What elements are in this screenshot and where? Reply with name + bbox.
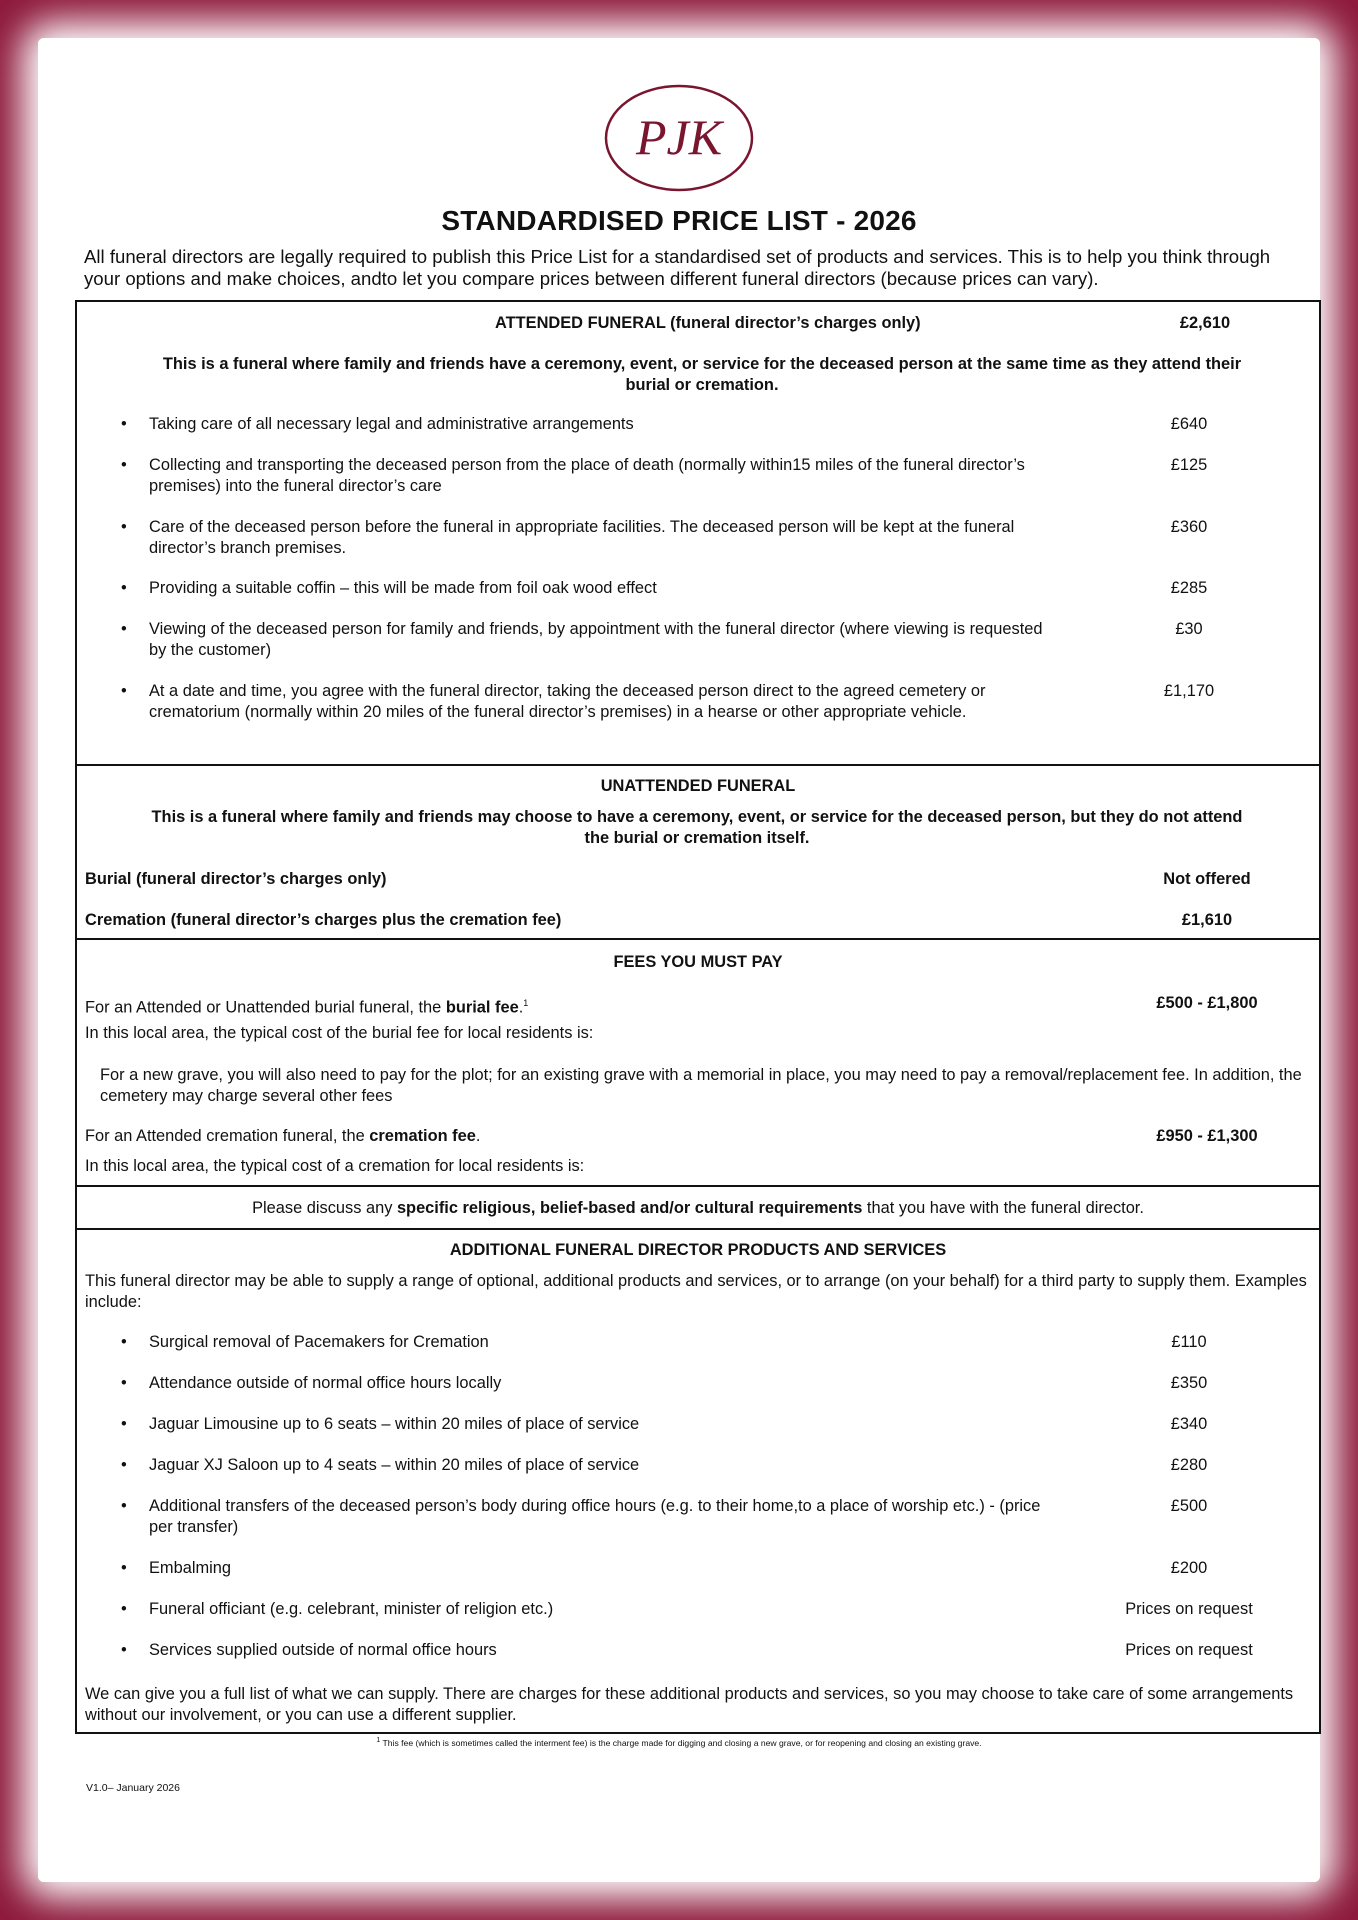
additional-item-price: £110 xyxy=(1171,1333,1207,1351)
additional-item-text: Surgical removal of Pacemakers for Cremation xyxy=(149,1333,489,1351)
additional-item-text: Additional transfers of the deceased person’s body during office hours (e.g. to their home,to a place of worship etc.) - (price per transfer) xyxy=(149,1497,1041,1536)
burial-fee-line: For an Attended or Unattended burial funeral, the burial fee.$^1$ xyxy=(85,998,529,1017)
attended-item-text: Collecting and transporting the deceased person from the place of death (normally within15 miles of the funeral director’s premises) into the funeral director’s care xyxy=(149,456,1025,495)
logo-text: PJK xyxy=(635,109,723,165)
additional-item-price: £350 xyxy=(1170,1374,1208,1392)
footnote-ref: 1 xyxy=(523,998,529,1008)
unattended-cremation-label: Cremation (funeral director’s charges plus the cremation fee) xyxy=(85,911,562,929)
attended-description: This is a funeral where family and friends have a ceremony, event, or service for the deceased person at the same time as they attend their burial or cremation. xyxy=(162,355,1242,394)
religious-requirements-note: Please discuss any specific religious, belief-based and/or cultural requirements that you have with the funeral director. xyxy=(75,1185,1321,1230)
bullet-icon: • xyxy=(121,682,127,700)
additional-item-text: Jaguar XJ Saloon up to 4 seats – within 20 miles of place of service xyxy=(149,1456,640,1474)
attended-item-text: At a date and time, you agree with the funeral director, taking the deceased person direct to the agreed cemetery or crematorium (normally within 20 miles of the funeral director’s premises) in a hearse or other appropriate vehicle. xyxy=(149,682,986,721)
unattended-burial-label: Burial (funeral director’s charges only) xyxy=(85,870,387,888)
bullet-icon: • xyxy=(121,518,127,536)
cremation-fee-local: In this local area, the typical cost of a cremation for local residents is: xyxy=(85,1157,585,1175)
unattended-cremation-price: £1,610 xyxy=(1181,911,1233,929)
additional-item-price: Prices on request xyxy=(1125,1600,1253,1618)
additional-item-price: £280 xyxy=(1170,1456,1208,1474)
additional-item-text: Attendance outside of normal office hours locally xyxy=(149,1374,502,1392)
burial-fee-term: burial fee xyxy=(445,998,519,1017)
cremation-fee-line: For an Attended cremation funeral, the cremation fee. xyxy=(85,1127,481,1145)
attended-total: £2,610 xyxy=(1179,314,1231,332)
bullet-icon: • xyxy=(121,1641,127,1659)
attended-heading: ATTENDED FUNERAL (funeral director’s charges only) xyxy=(495,314,921,332)
additional-item-text: Funeral officiant (e.g. celebrant, minister of religion etc.) xyxy=(149,1600,554,1618)
bullet-icon: • xyxy=(121,456,127,474)
bullet-icon: • xyxy=(121,1374,127,1392)
bullet-icon: • xyxy=(121,1415,127,1433)
attended-item-text: Care of the deceased person before the funeral in appropriate facilities. The deceased person will be kept at the funeral director’s branch premises. xyxy=(149,518,1015,557)
footnote: $^1$ This fee (which is sometimes called the interment fee) is the charge made for digging and closing a new grave, or for reopening and closing an existing grave. xyxy=(376,1737,982,1748)
intro-text: All funeral directors are legally required to publish this Price List for a standardised set of products and services. This is to help you think through your options and make choices, andto let you compare prices between different funeral directors (because prices can vary). xyxy=(84,246,1271,289)
bullet-icon: • xyxy=(121,579,127,597)
attended-item-text: Viewing of the deceased person for family and friends, by appointment with the funeral director (where viewing is requested by the customer) xyxy=(149,620,1043,659)
additional-item-price: Prices on request xyxy=(1125,1641,1253,1659)
additional-item-price: £340 xyxy=(1170,1415,1208,1433)
fees-heading: FEES YOU MUST PAY xyxy=(613,953,783,971)
additional-services-section xyxy=(75,1228,1321,1734)
grave-note: For a new grave, you will also need to pay for the plot; for an existing grave with a memorial in place, you may need to pay a removal/replacement fee. In addition, the cemetery may charge several other fees xyxy=(100,1066,1302,1105)
cremation-fee-price: £950 - £1,300 xyxy=(1156,1127,1258,1145)
attended-item-price: £30 xyxy=(1175,620,1203,638)
additional-closing: We can give you a full list of what we can supply. There are charges for these additional products and services, so you may choose to take care of some arrangements without our involvement, or you can use a different supplier. xyxy=(85,1685,1294,1724)
attended-item-text: Taking care of all necessary legal and administrative arrangements xyxy=(149,415,634,433)
unattended-description: This is a funeral where family and friends may choose to have a ceremony, event, or service for the deceased person, but they do not attend the burial or cremation itself. xyxy=(151,808,1243,847)
attended-item-price: £360 xyxy=(1170,518,1208,536)
additional-heading: ADDITIONAL FUNERAL DIRECTOR PRODUCTS AND SERVICES xyxy=(449,1241,947,1259)
version-label: V1.0– January 2026 xyxy=(86,1782,180,1794)
bullet-icon: • xyxy=(121,1600,127,1618)
unattended-funeral-section xyxy=(75,764,1321,940)
additional-item-price: £500 xyxy=(1170,1497,1208,1515)
bullet-icon: • xyxy=(121,1559,127,1577)
fees-section xyxy=(75,938,1321,1187)
additional-item-text: Jaguar Limousine up to 6 seats – within 20 miles of place of service xyxy=(149,1415,640,1433)
attended-item-price: £1,170 xyxy=(1163,682,1215,700)
burial-fee-local: In this local area, the typical cost of the burial fee for local residents is: xyxy=(85,1024,594,1042)
additional-item-text: Services supplied outside of normal office hours xyxy=(149,1641,497,1659)
attended-item-price: £285 xyxy=(1170,579,1208,597)
attended-item-price: £125 xyxy=(1170,456,1208,474)
burial-fee-price: £500 - £1,800 xyxy=(1156,994,1258,1012)
religious-bold: specific religious, belief-based and/or cultural requirements xyxy=(396,1199,863,1217)
bullet-icon: • xyxy=(121,1333,127,1351)
pjk-logo xyxy=(604,84,754,192)
attended-item-text: Providing a suitable coffin – this will be made from foil oak wood effect xyxy=(149,579,657,597)
attended-item-price: £640 xyxy=(1170,415,1208,433)
unattended-burial-price: Not offered xyxy=(1163,870,1251,888)
attended-funeral-section xyxy=(75,300,1321,766)
bullet-icon: • xyxy=(121,1456,127,1474)
page-title: STANDARDISED PRICE LIST - 2026 xyxy=(441,205,917,236)
unattended-heading: UNATTENDED FUNERAL xyxy=(600,777,796,795)
additional-item-text: Embalming xyxy=(149,1559,231,1577)
additional-item-price: £200 xyxy=(1170,1559,1208,1577)
bullet-icon: • xyxy=(121,415,127,433)
bullet-icon: • xyxy=(121,1497,127,1515)
bullet-icon: • xyxy=(121,620,127,638)
cremation-fee-term: cremation fee xyxy=(369,1127,476,1145)
additional-intro: This funeral director may be able to supply a range of optional, additional products and services, or to arrange (on your behalf) for a third party to supply them. Examples include: xyxy=(85,1272,1307,1311)
